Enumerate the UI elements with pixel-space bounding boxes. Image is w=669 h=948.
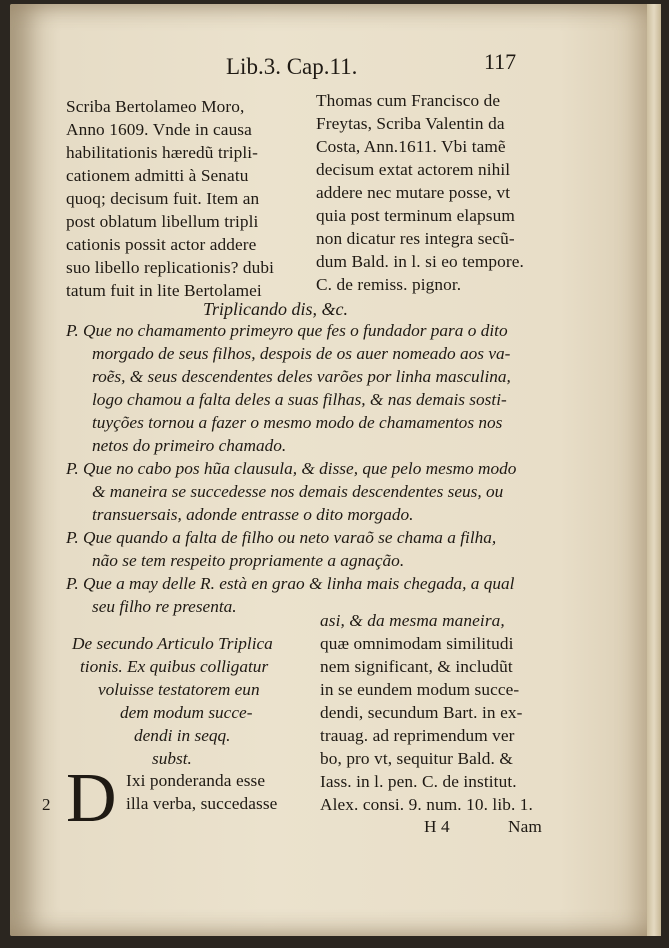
text-line: dum Bald. in l. si eo tempore. <box>316 252 524 271</box>
text-line: illa verba, succedasse <box>126 794 278 813</box>
text-line: quia post terminum elapsum <box>316 206 515 225</box>
heading-line: dem modum succe- <box>120 703 253 722</box>
text-line: dendi, secundum Bart. in ex- <box>320 703 523 722</box>
article-line: logo chamou a falta deles a suas filhas, & nas demais sosti- <box>92 390 507 409</box>
text-line: nem significant, & includũt <box>320 657 513 676</box>
heading-line: De secundo Articulo Triplica <box>72 634 273 653</box>
text-line: cationem admitti à Senatu <box>66 166 249 185</box>
text-line: Iass. in l. pen. C. de institut. <box>320 772 517 791</box>
catchword: Nam <box>508 817 542 836</box>
text-line: asi, & da mesma maneira, <box>320 611 505 630</box>
page-number: 117 <box>484 49 517 74</box>
text-line: Thomas cum Francisco de <box>316 91 501 110</box>
article-line: netos do primeiro chamado. <box>92 436 287 455</box>
article-line: tuyções tornou a fazer o mesmo modo de chamamentos nos <box>92 413 503 432</box>
drop-cap: D <box>66 760 117 837</box>
heading-line: tionis. Ex quibus colligatur <box>80 657 269 676</box>
running-head: Lib.3. Cap.11. <box>226 54 358 79</box>
margin-number: 2 <box>42 795 51 814</box>
text-line: quæ omnimodam similitudi <box>320 634 514 653</box>
text-line: Alex. consi. 9. num. 10. lib. 1. <box>320 795 533 814</box>
text-line: decisum extat actorem nihil <box>316 160 511 179</box>
text-line: habilitationis hæredũ tripli- <box>66 143 259 162</box>
heading-line: voluisse testatorem eun <box>98 680 260 699</box>
text-line: Scriba Bertolameo Moro, <box>66 97 245 116</box>
article-line: P. Que no chamamento primeyro que fes o fundador para o dito <box>66 321 508 340</box>
text-line: post oblatum libellum tripli <box>66 212 259 231</box>
article-line: não se tem respeito propriamente a agnação. <box>92 551 405 570</box>
section-heading: Triplicando dis, &c. <box>203 299 349 319</box>
text-line: Costa, Ann.1611. Vbi tamẽ <box>316 137 506 156</box>
article-line: morgado de seus filhos, despois de os auer nomeado aos va- <box>92 344 511 363</box>
text-line: tatum fuit in lite Bertolamei <box>66 281 262 300</box>
article-line: P. Que quando a falta de filho ou neto varaõ se chama a filha, <box>66 528 497 547</box>
text-line: non dicatur res integra secũ- <box>316 229 515 248</box>
text-line: suo libello replicationis? dubi <box>66 258 275 277</box>
article-line: seu filho re presenta. <box>92 597 237 616</box>
text-line: cationis possit actor addere <box>66 235 257 254</box>
text-line: addere nec mutare posse, vt <box>316 183 511 202</box>
signature-mark: H 4 <box>424 817 450 836</box>
text-line: quoq; decisum fuit. Item an <box>66 189 260 208</box>
text-line: trauag. ad reprimendum ver <box>320 726 515 745</box>
text-line: C. de remiss. pignor. <box>316 275 462 294</box>
heading-line: subst. <box>152 749 192 768</box>
article-line: & maneira se succedesse nos demais descendentes seus, ou <box>92 482 504 501</box>
article-line: P. Que no cabo pos hũa clausula, & disse, que pelo mesmo modo <box>66 459 517 478</box>
heading-line: dendi in seqq. <box>134 726 231 745</box>
text-line: in se eundem modum succe- <box>320 680 520 699</box>
article-line: transuersais, adonde entrasse o dito morgado. <box>92 505 414 524</box>
text-line: bo, pro vt, sequitur Bald. & <box>320 749 513 768</box>
page-edge <box>647 4 661 936</box>
text-line: Ixi ponderanda esse <box>126 771 266 790</box>
article-line: P. Que a may delle R. està en grao & linha mais chegada, a qual <box>66 574 515 593</box>
article-line: roẽs, & seus descendentes deles varões por linha masculina, <box>92 367 511 386</box>
text-line: Freytas, Scriba Valentin da <box>316 114 505 133</box>
text-line: Anno 1609. Vnde in causa <box>66 120 252 139</box>
